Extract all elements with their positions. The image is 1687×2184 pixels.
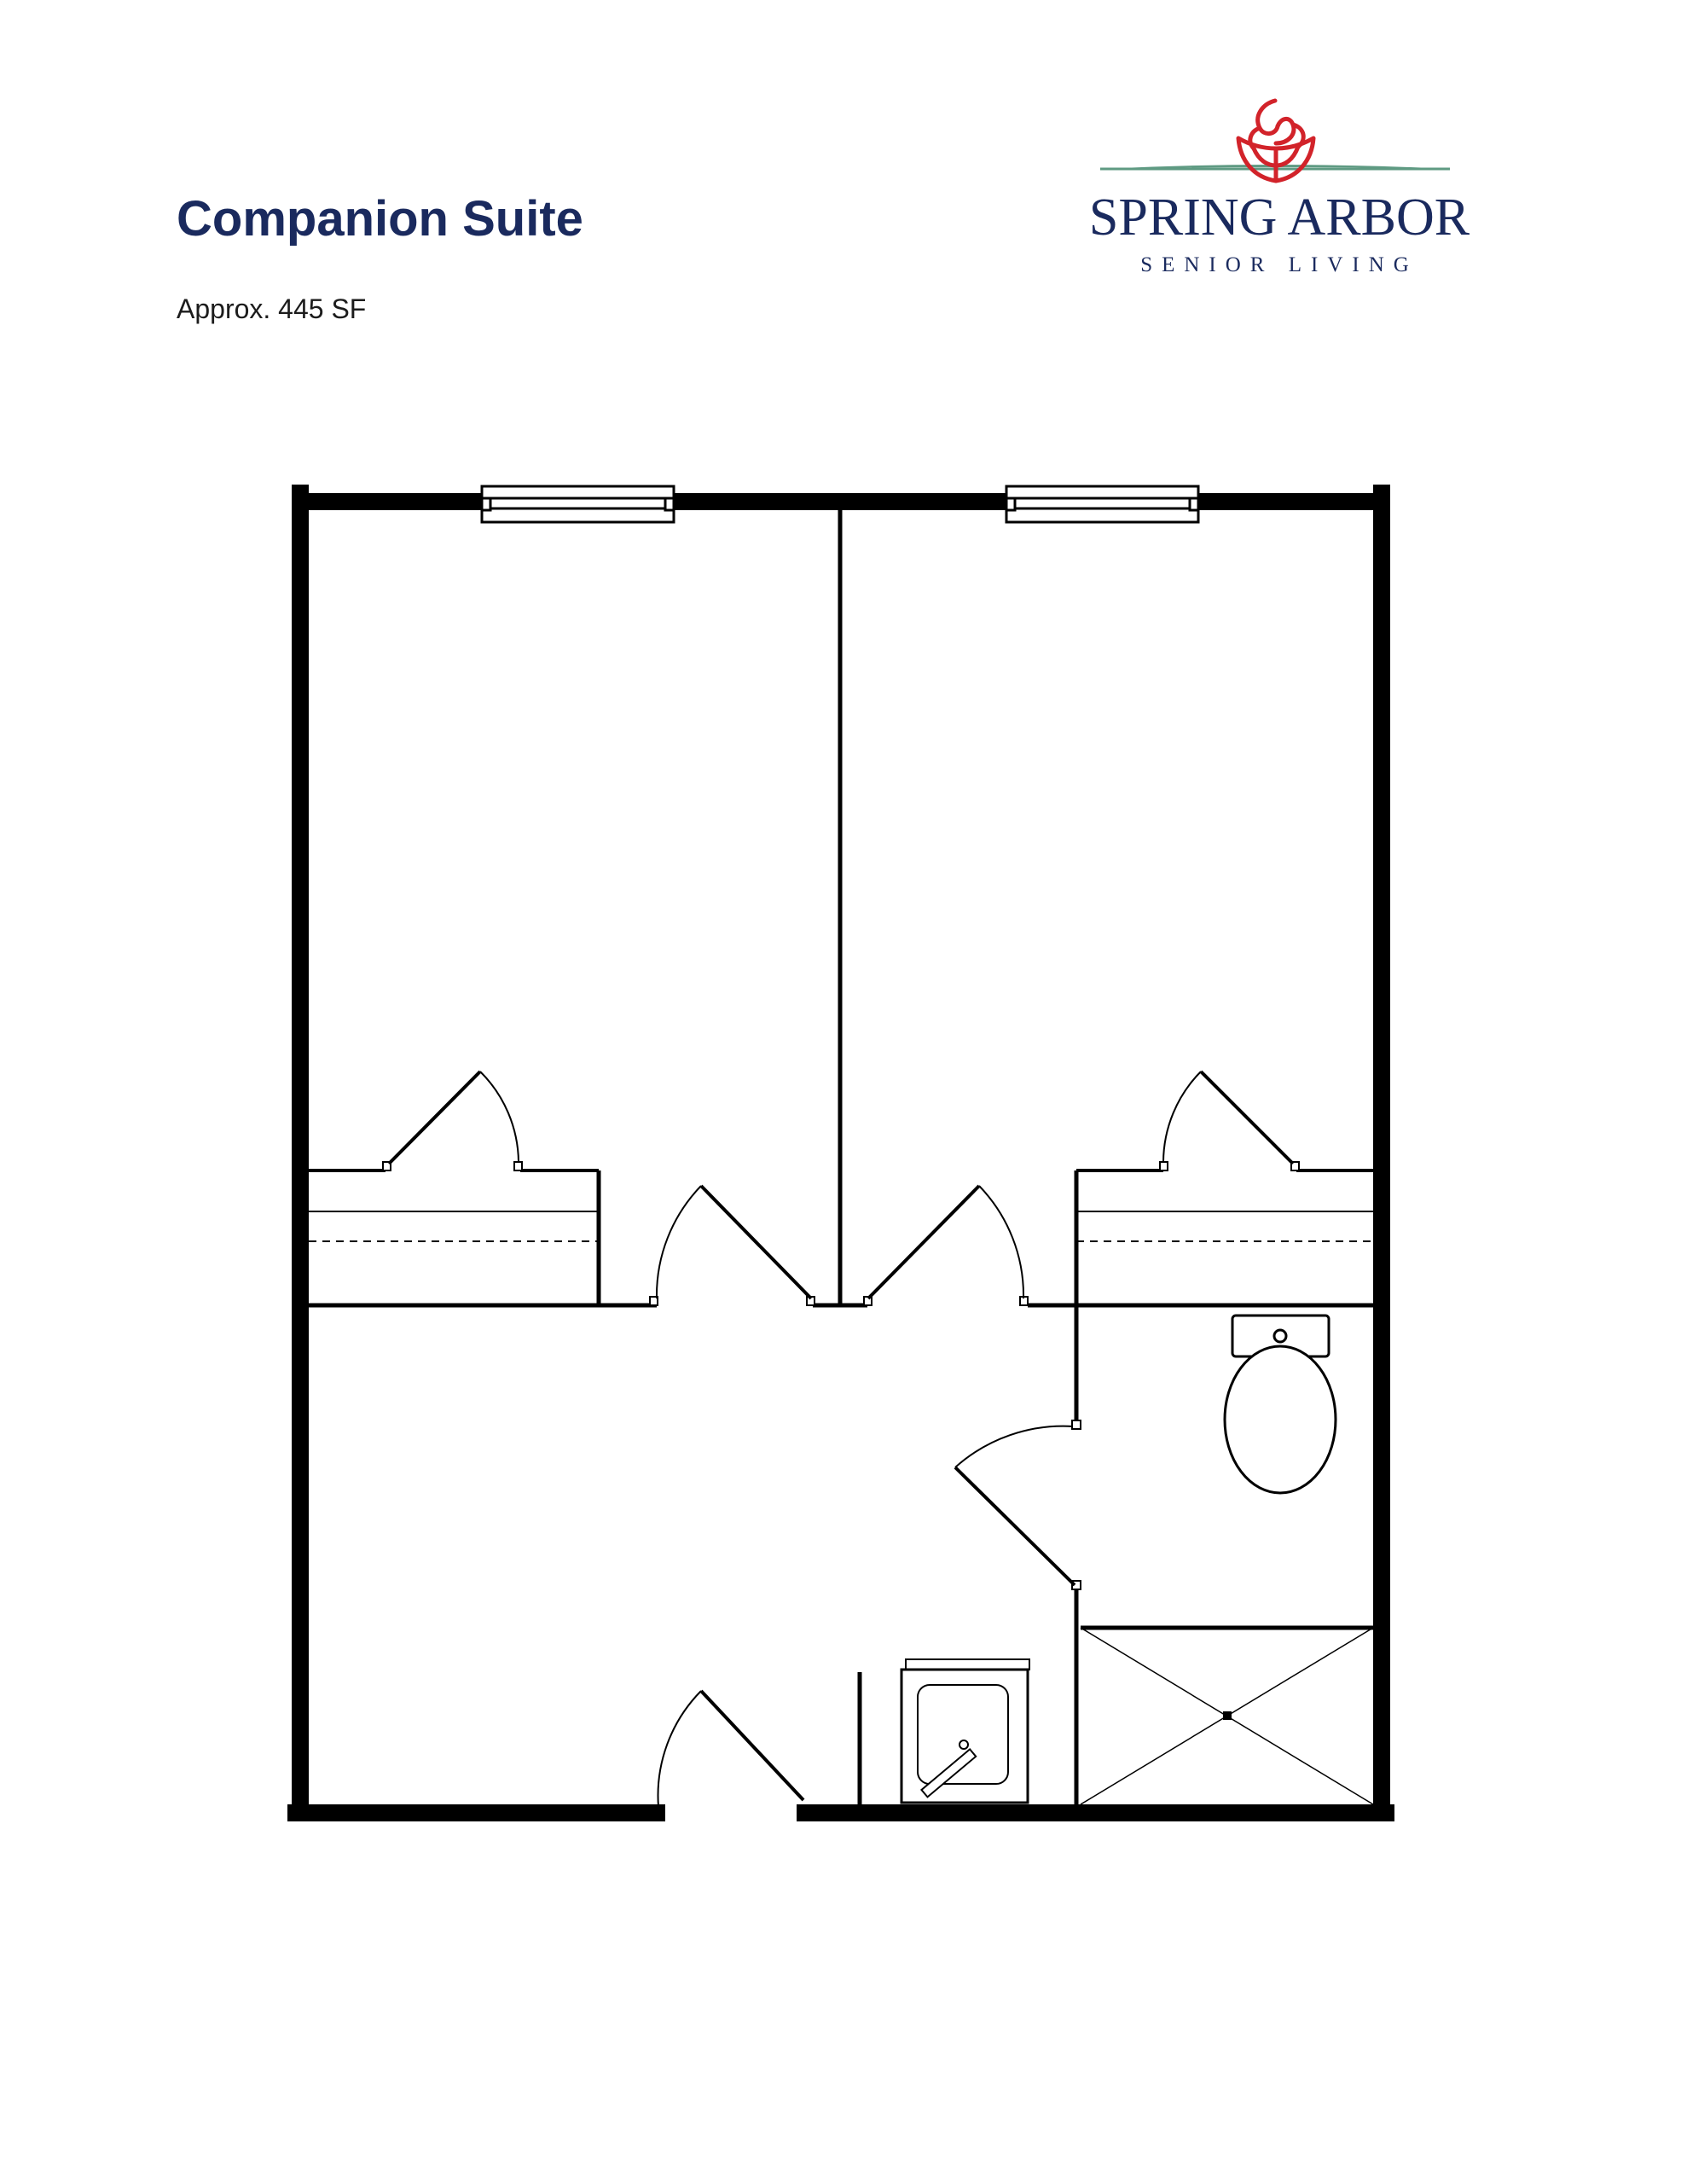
closet-door-right — [1201, 1072, 1293, 1164]
door-swing-arc — [480, 1072, 519, 1162]
toilet-bowl — [1225, 1346, 1336, 1493]
interior-walls — [309, 510, 1373, 1804]
page-title: Companion Suite — [177, 191, 583, 247]
entry-door — [658, 1691, 803, 1807]
bathroom-door — [955, 1420, 1081, 1589]
shower — [1081, 1628, 1373, 1804]
window-left — [482, 486, 674, 522]
closet-left — [309, 1072, 599, 1305]
closet-door-left — [389, 1072, 480, 1164]
door-swing-arc — [1163, 1072, 1201, 1162]
logo-tagline: SENIOR LIVING — [1140, 253, 1418, 276]
logo-wordmark: SPRING ARBOR — [1088, 189, 1470, 247]
area-label: Approx. 445 SF — [177, 293, 367, 324]
shower-drain — [1223, 1711, 1232, 1720]
bedroom-door-left — [650, 1186, 815, 1305]
bedroom-door-right — [864, 1186, 1028, 1305]
toilet — [1225, 1316, 1336, 1493]
closet-right — [1076, 1072, 1373, 1305]
window-right — [1006, 486, 1198, 522]
kitchenette-sink — [901, 1659, 1029, 1803]
